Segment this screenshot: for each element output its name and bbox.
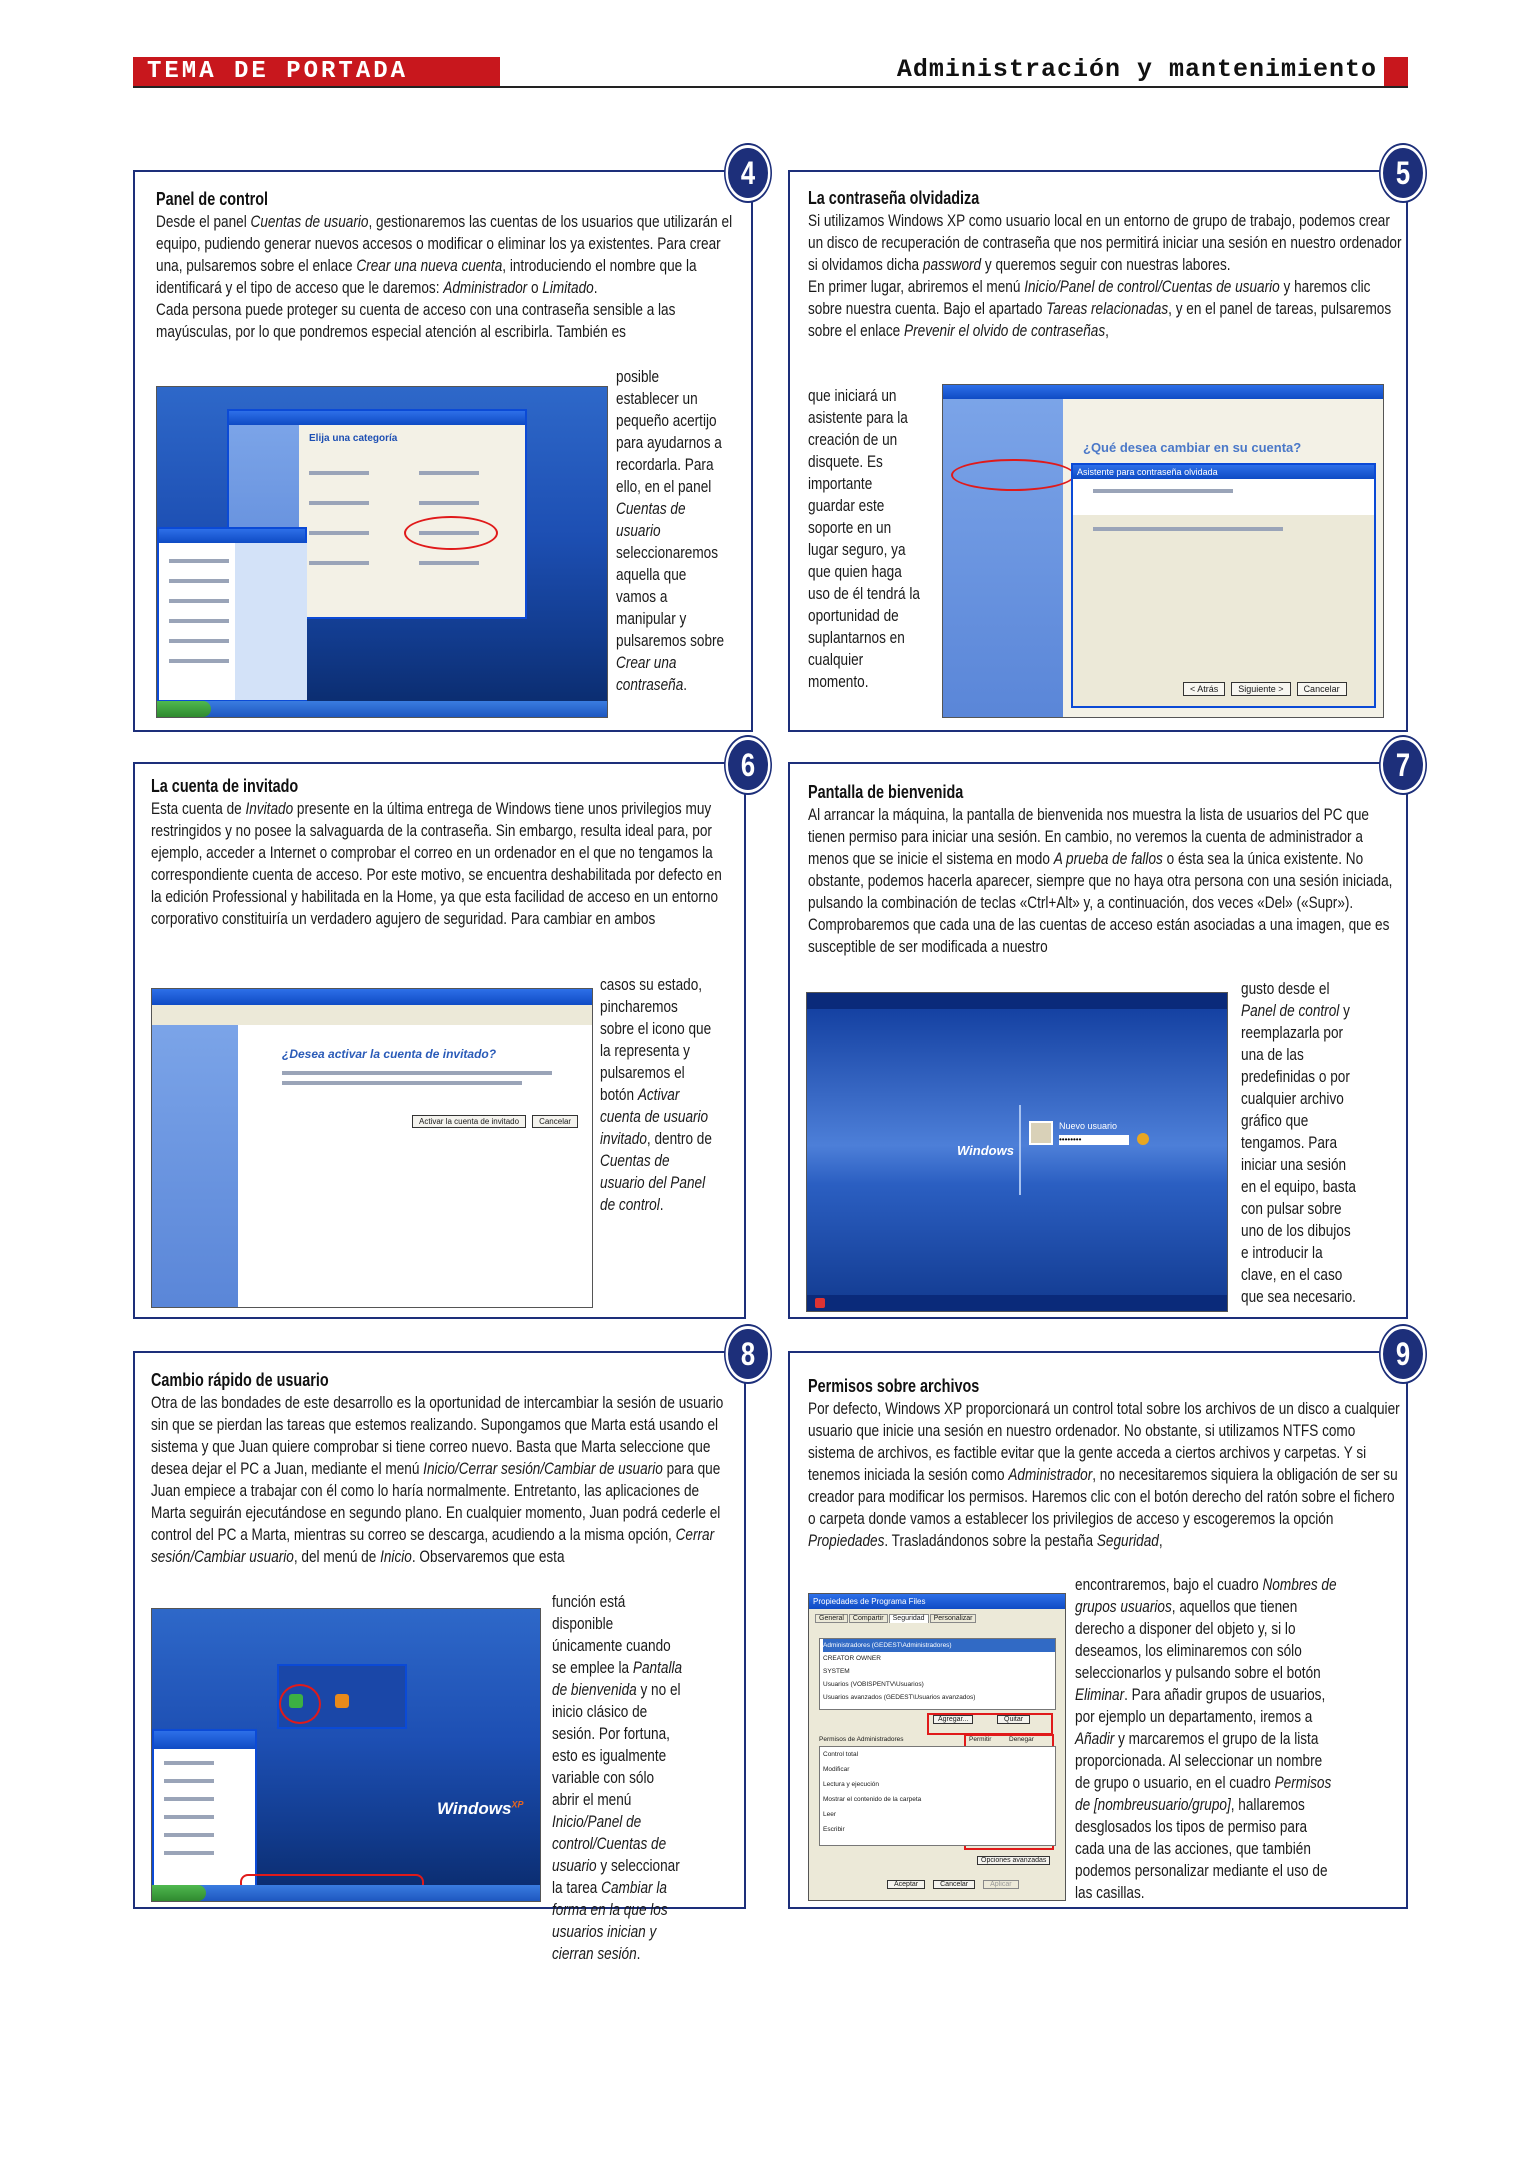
screenshot-permissions [808, 1593, 1066, 1901]
list-item[interactable]: Usuarios avanzados (GEDEST\Usuarios avanzados) [823, 1694, 976, 1701]
panel-8 [133, 1336, 756, 1963]
logo-sup: XP [511, 1799, 524, 1810]
advanced-button[interactable]: Opciones avanzadas [977, 1856, 1050, 1865]
tab-security[interactable]: Seguridad [889, 1614, 929, 1623]
add-button[interactable]: Agregar... [933, 1715, 973, 1724]
perm-row: Lectura y ejecución [823, 1781, 880, 1788]
panel-body: Si utilizamos Windows XP como usuario local en un entorno de grupo de trabajo, podemos crear un disco de recuperación de contraseña que nos permitirá iniciar una sesión en nuestro ordenador si olvidamos dicha password y queremos seguir con nuestras labores. En primer lugar, abriremos el menú Inicio/Panel de control/Cuentas de usuario y haremos clic sobre nuestra cuenta. Bajo el apartado Tareas relacionadas, y en el panel de tareas, pulsaremos sobre el enlace Prevenir el olvido de contraseñas, [808, 211, 1402, 340]
password-field[interactable]: •••••••• [1059, 1135, 1129, 1145]
perm-header: Permisos de Administradores [819, 1736, 904, 1743]
users-list [819, 1638, 1056, 1710]
account-heading: ¿Qué desea cambiar en su cuenta? [1083, 440, 1302, 455]
highlight-ring [279, 1684, 321, 1724]
list-item[interactable]: SYSTEM [823, 1668, 850, 1675]
panel-title: La cuenta de invitado [151, 776, 299, 796]
wizard-dialog [1071, 463, 1376, 708]
section-label: TEMA DE PORTADA [133, 57, 500, 86]
panel-title: Cambio rápido de usuario [151, 1370, 329, 1390]
apply-button[interactable]: Aplicar [983, 1880, 1018, 1889]
wizard-title: Asistente para contraseña olvidada [1073, 465, 1374, 479]
perm-list [819, 1746, 1056, 1846]
step-badge-8: 8 [726, 1326, 771, 1382]
list-item[interactable]: CREATOR OWNER [823, 1655, 881, 1662]
screenshot-fast-user-switch [151, 1608, 541, 1902]
perm-row: Modificar [823, 1766, 850, 1773]
windows-logo: Windows [957, 1143, 1014, 1158]
panel-side-text: gusto desde el Panel de control y reemplazarla por una de las predefinidas o por cualquier archivo gráfico que tengamos. Para iniciar una sesión en el equipo, basta con pulsar sobre uno de los dibujos e introducir la clave, en el caso que sea necesario. [1241, 979, 1356, 1306]
tab-customize[interactable]: Personalizar [930, 1614, 977, 1623]
screenshot-welcome-screen [806, 992, 1228, 1312]
user-name: Nuevo usuario [1059, 1121, 1118, 1131]
panel-7 [788, 747, 1411, 1319]
panel-side-text: función está disponible únicamente cuando se emplee la Pantalla de bienvenida y no el inicio clásico de sesión. Por fortuna, esto es igualmente variable con sólo abrir el menú Inicio/Panel de control/Cuentas de usuario y seleccionar la tarea Cambiar la forma en la que los usuarios inician y cierran sesión. [552, 1592, 683, 1963]
panel-6 [133, 747, 756, 1319]
panel-5 [788, 155, 1411, 732]
page-title: Administración y mantenimiento [896, 55, 1377, 84]
allow-header: Permitir [969, 1736, 992, 1743]
enable-guest-button[interactable]: Activar la cuenta de invitado [412, 1115, 526, 1128]
perm-row: Mostrar el contenido de la carpeta [823, 1796, 922, 1803]
start-menu [152, 1729, 257, 1887]
tab-share[interactable]: Compartir [849, 1614, 888, 1623]
panel-side-text: casos su estado, pincharemos sobre el icono que la representa y pulsaremos el botón Activar cuenta de usuario invitado, dentro de Cuentas de usuario del Panel de control. [600, 975, 712, 1214]
switch-dialog [277, 1664, 407, 1729]
panel-side-text: posible establecer un pequeño acertijo para ayudarnos a recordarla. Para ello, en el panel Cuentas de usuario seleccionaremos aquella que vamos a manipular y pulsaremos sobre Crear una contraseña. [616, 367, 725, 694]
windows-logo [437, 1799, 523, 1819]
perm-row: Leer [823, 1811, 837, 1818]
panel-side-text: encontraremos, bajo el cuadro Nombres de grupos usuarios, aquellos que tienen derecho a disponer del objeto y, si lo deseamos, los eliminaremos con sólo seleccionarlos y pulsando sobre el botón Eliminar. Para añadir grupos de usuarios, por ejemplo un departamento, iremos a Añadir y marcaremos el grupo de la lista proporcionada. Al seleccionar un nombre de grupo o usuario, en el cuadro Permisos de [nombreusuario/grupo], hallaremos desglosados los tipos de permiso para cada una de las acciones, que también podemos personalizar mediante el uso de las casillas. [1075, 1575, 1337, 1902]
remove-button[interactable]: Quitar [997, 1715, 1030, 1724]
category-heading: Elija una categoría [309, 433, 398, 444]
perm-row: Escribir [823, 1826, 845, 1833]
panel-title: Panel de control [156, 189, 269, 209]
header-rule [133, 86, 1408, 88]
panel-title: Pantalla de bienvenida [808, 782, 964, 802]
back-button[interactable]: < Atrás [1183, 682, 1225, 696]
highlight-ring [951, 459, 1075, 491]
list-item[interactable]: Administradores (GEDEST\Administradores) [823, 1639, 1055, 1652]
panel-side-text: que iniciará un asistente para la creación de un disquete. Es importante guardar este soporte en un lugar seguro, ya que quien haga uso de él tendrá la oportunidad de suplantarnos en cualquier momento. [808, 386, 920, 691]
start-menu [157, 527, 307, 702]
panel-4 [133, 155, 756, 732]
screenshot-guest-account [151, 988, 593, 1308]
panel-body: Esta cuenta de Invitado presente en la última entrega de Windows tiene unos privilegios muy restringidos y no posee la salvaguarda de la contraseña. Sin embargo, resulta ideal para, por ejemplo, acceder a Internet o comprobar el correo en un ordenador en el que no tengamos la correspondiente cuenta de acceso. Por este motivo, se encuentra deshabilitada por defecto en la edición Professional y habilitada en la Home, ya que esta facilidad de acceso en un entorno corporativo constituiría un verdadero agujero de seguridad. Para cambiar en ambos [151, 799, 722, 928]
panel-body: Desde el panel Cuentas de usuario, gestionaremos las cuentas de los usuarios que utilizarán el equipo, pudiendo generar nuevos accesos o modificar o eliminar los ya existentes. Para crear una, pulsaremos sobre el enlace Crear una nueva cuenta, introduciendo el nombre que la identificará y el tipo de acceso que le daremos: Administrador o Limitado. Cada persona puede proteger su cuenta de acceso con una contraseña sensible a las mayúsculas, por lo que pondremos especial atención al escribirla. También es [156, 212, 733, 341]
guest-heading: ¿Desea activar la cuenta de invitado? [282, 1047, 497, 1061]
panel-9 [788, 1336, 1411, 1909]
panel-title: Permisos sobre archivos [808, 1376, 980, 1396]
deny-header: Denegar [1009, 1736, 1034, 1743]
cancel-button[interactable]: Cancelar [1297, 682, 1347, 696]
step-badge-9: 9 [1381, 1326, 1426, 1382]
highlight-ring [404, 516, 498, 550]
next-button[interactable]: Siguiente > [1231, 682, 1290, 696]
ok-button[interactable]: Aceptar [887, 1880, 925, 1889]
perm-row: Control total [823, 1751, 859, 1758]
logo-text: Windows [437, 1799, 512, 1818]
user-avatar[interactable] [1029, 1121, 1053, 1145]
panel-body: Por defecto, Windows XP proporcionará un control total sobre los archivos de un disco a cualquier usuario que inicie una sesión en nuestro ordenador. No obstante, si utilizamos NTFS como sistema de archivos, es factible evitar que la gente acceda a ciertos archivos y carpetas. Y si tenemos iniciada la sesión como Administrador, no necesitaremos siquiera la obligación de ser su creador para modificar los permisos. Haremos clic con el botón derecho del ratón sobre el fichero o carpeta donde vamos a establecer los privilegios de acceso y escogeremos la opción Propiedades. Trasladándonos sobre la pestaña Seguridad, [808, 1399, 1400, 1550]
list-item[interactable]: Usuarios (VOBISPENTV\Usuarios) [823, 1681, 924, 1688]
step-badge-4: 4 [726, 145, 771, 201]
panel-body: Al arrancar la máquina, la pantalla de bienvenida nos muestra la lista de usuarios del PC que tienen permiso para iniciar una sesión. En cambio, no veremos la cuenta de administrador a menos que se inicie el sistema en modo A prueba de fallos o ésta sea la única existente. No obstante, podemos hacerla aparecer, siempre que no haya otra persona con una sesión iniciada, pulsando la combinación de teclas «Ctrl+Alt» y, a continuación, dos veces «Del» («Supr»). Comprobaremos que cada una de las cuentas de acceso están asociadas a una imagen, que es susceptible de ser modificada a nuestro [808, 805, 1393, 956]
dialog-title: Propiedades de Programa Files [809, 1594, 1065, 1609]
screenshot-password-wizard [942, 384, 1384, 718]
cancel-button[interactable]: Cancelar [933, 1880, 975, 1889]
screenshot-control-panel [156, 386, 608, 718]
panel-body: Otra de las bondades de este desarrollo es la oportunidad de intercambiar la sesión de usuario sin que se pierdan las tareas que estemos realizando. Supongamos que Marta está usando el sistema y que Juan quiere comprobar si tiene correo nuevo. Basta que Marta seleccione que desea dejar el PC a Juan, mediante el menú Inicio/Cerrar sesión/Cambiar de usuario para que Juan empiece a trabajar con él como lo haría normalmente. Entretanto, las aplicaciones de Marta seguirán ejecutándose en segundo plano. En cualquier momento, Juan podrá cederle el control del PC a Marta, mientras su correo se descarga, acudiendo a la misma opción, Cerrar sesión/Cambiar usuario, del menú de Inicio. Observaremos que esta [151, 1393, 724, 1566]
cancel-button[interactable]: Cancelar [532, 1115, 578, 1128]
go-arrow-icon[interactable] [1137, 1133, 1149, 1145]
panel-title: La contraseña olvidadiza [808, 188, 980, 208]
step-badge-5: 5 [1381, 145, 1426, 201]
shutdown-icon[interactable] [815, 1298, 825, 1308]
step-badge-6: 6 [726, 737, 771, 793]
step-badge-7: 7 [1381, 737, 1426, 793]
header-accent-tab [1384, 57, 1408, 86]
tab-general[interactable]: General [815, 1614, 848, 1623]
